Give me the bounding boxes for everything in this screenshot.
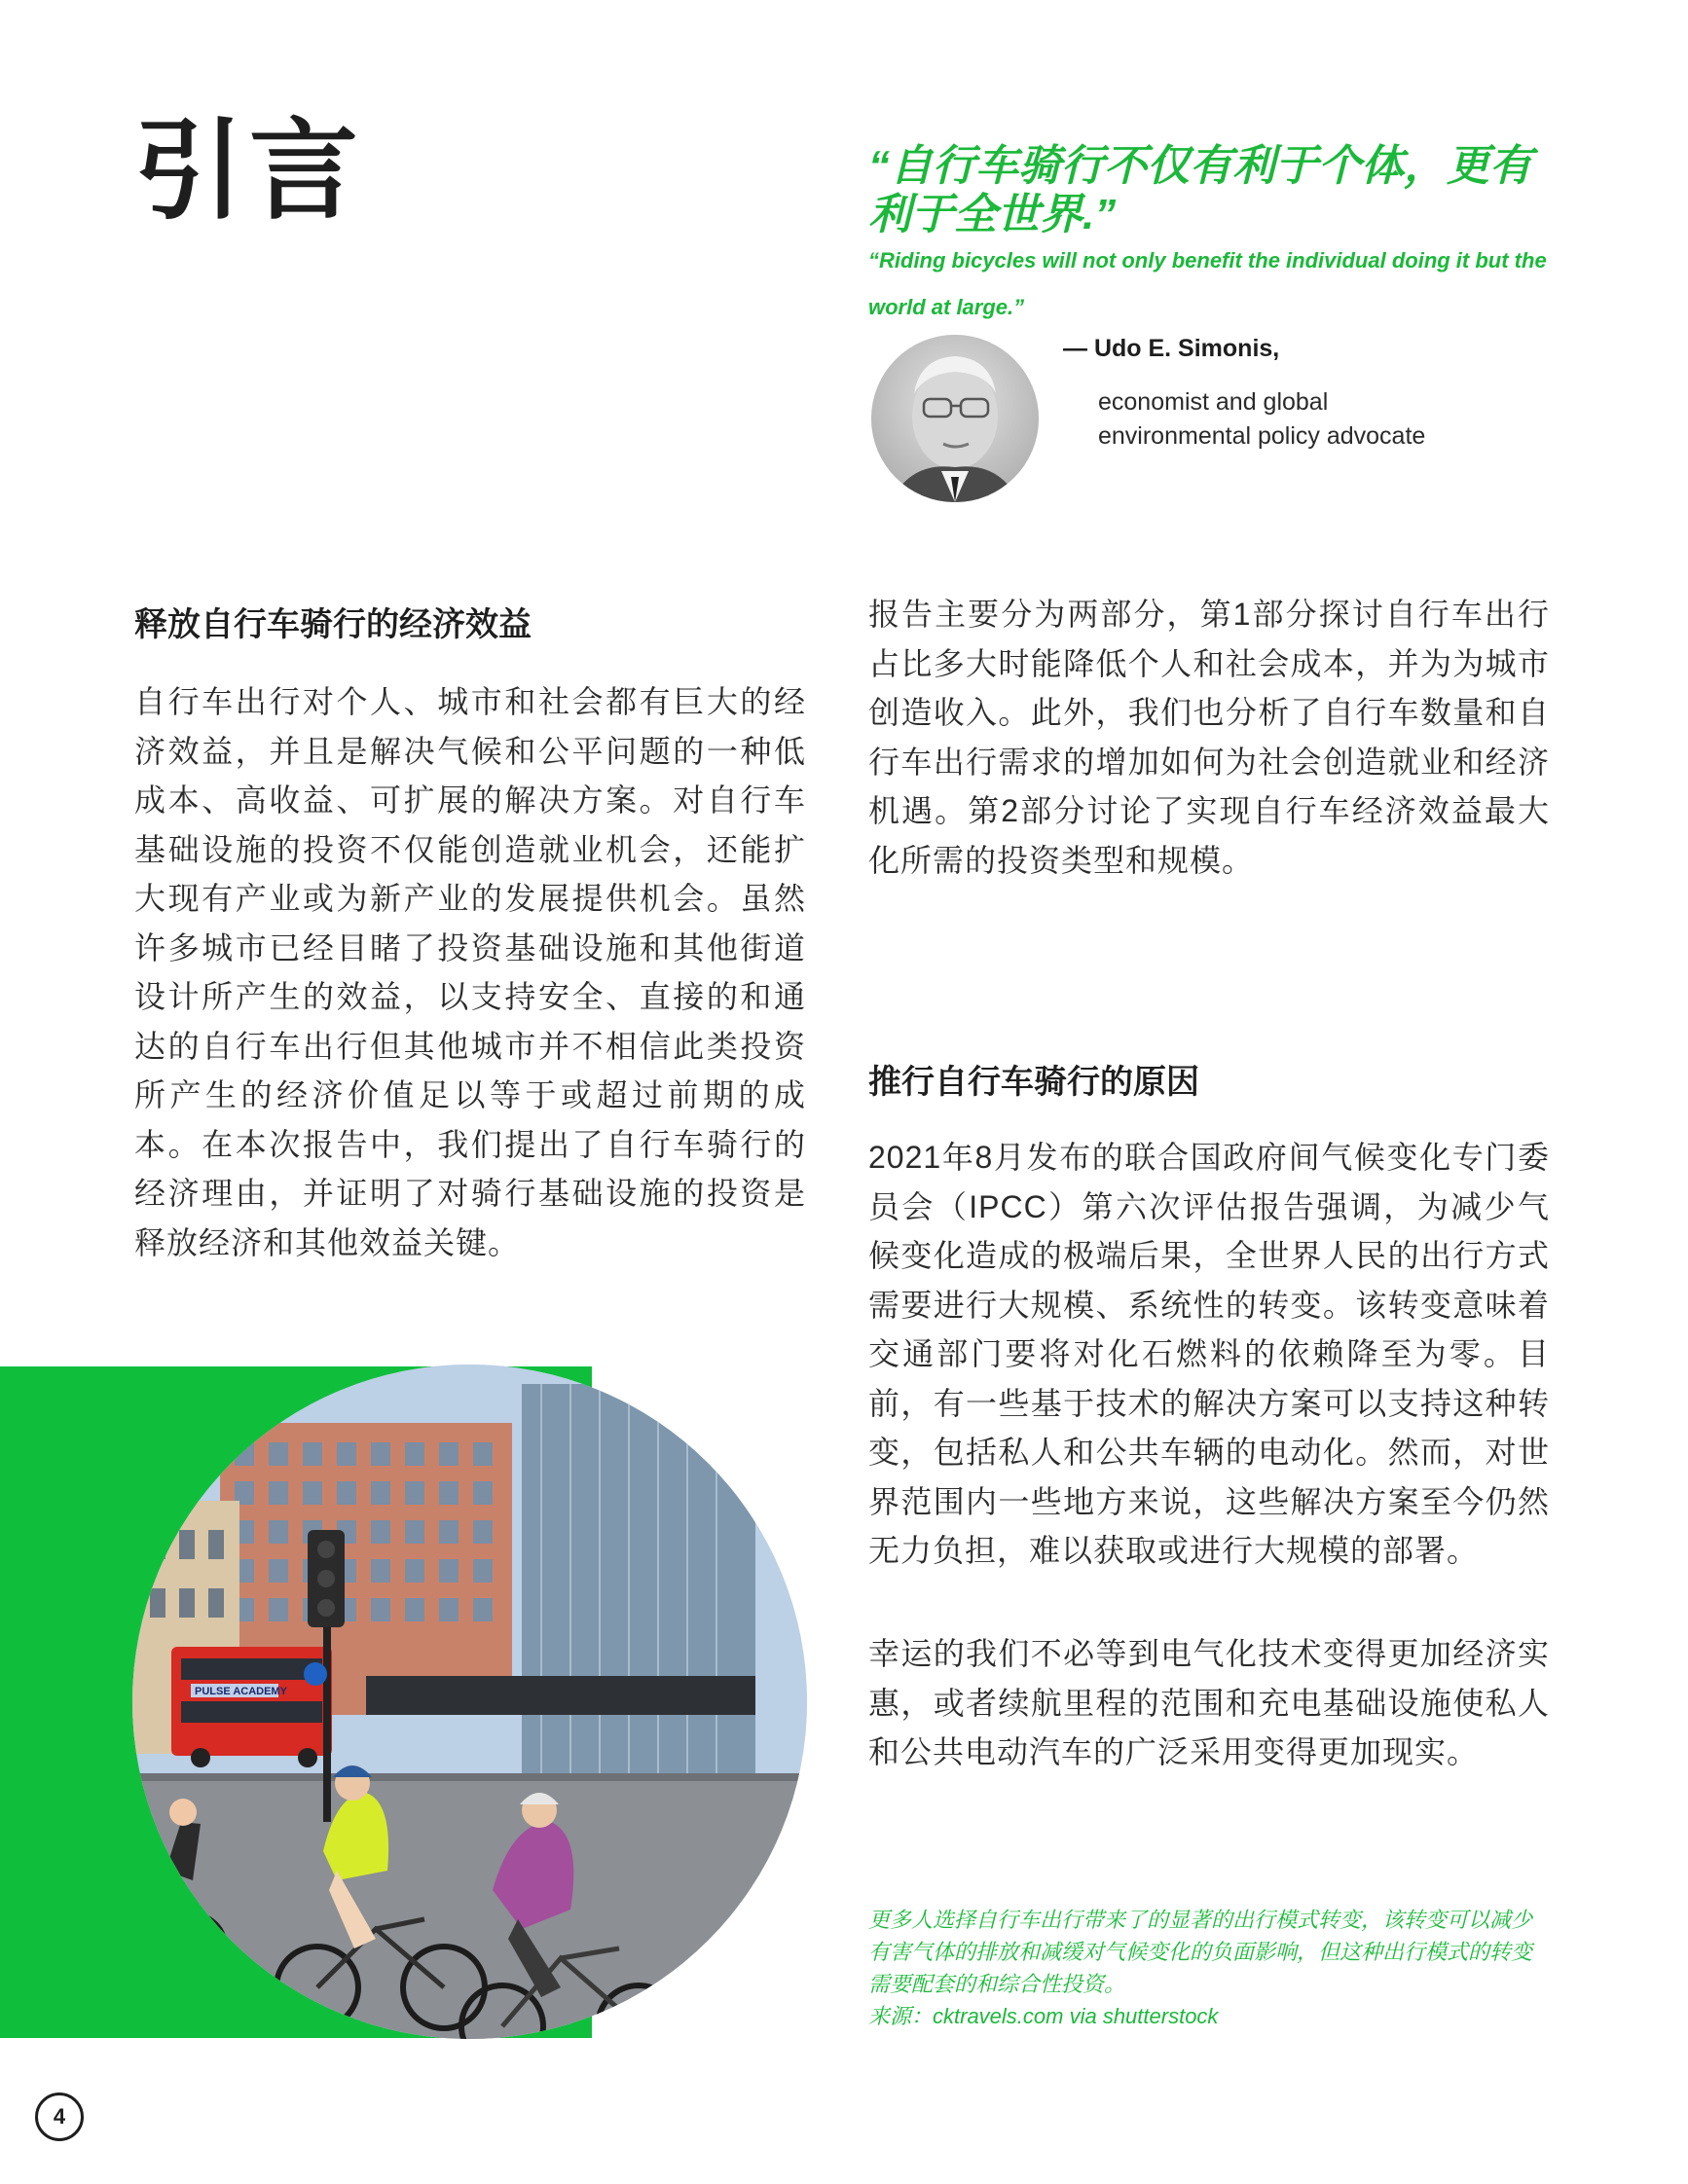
- section-heading-why-cycling: 推行自行车骑行的原因: [868, 1064, 1199, 1101]
- body-paragraph-ipcc: 2021年8月发布的联合国政府间气候变化专门委员会（IPCC）第六次评估报告强调，为减少气候变化造成的极端后果，全世界人民的出行方式需要进行大规模、系统性的转变。该转变意味着交通部门要将对化石燃料的依赖降至为零。目前，有一些基于技术的解决方案可以支持这种转变，包括私人和公共车辆的电动化。然而，对世界范围内一些地方来说，这些解决方案至今仍然无力负担，难以获取或进行大规模的部署。: [868, 1140, 1550, 1568]
- body-paragraph-economic-benefits: 自行车出行对个人、城市和社会都有巨大的经济效益，并且是解决气候和公平问题的一种低成本、高收益、可扩展的解决方案。对自行车基础设施的投资不仅能创造就业机会，还能扩大现有产业或为新产业的发展提供机会。虽然许多城市已经目睹了投资基础设施和其他街道设计所产生的效益，以支持安全、直接的和通达的自行车出行但其他城市并不相信此类投资所产生的经济价值足以等于或超过前期的成本。在本次报告中，我们提出了自行车骑行的经济理由，并证明了对骑行基础设施的投资是释放经济和其他效益关键。: [134, 684, 806, 1260]
- bus-sign: PULSE ACADEMY: [195, 1686, 287, 1697]
- quote-chinese: “自行车骑行不仅有利于个体，更有利于全世界.”: [868, 142, 1532, 238]
- photo-caption: [868, 1904, 1550, 2032]
- author-role-line1: economist and global: [1098, 388, 1329, 416]
- section-heading-economic-benefits: 释放自行车骑行的经济效益: [134, 606, 532, 643]
- body-paragraph-report-structure: 报告主要分为两部分，第1部分探讨自行车出行占比多大时能降低个人和社会成本，并为为城市创造收入。此外，我们也分析了自行车数量和自行车出行需求的增加如何为社会创造就业和经济机遇。第2部分讨论了实现自行车经济效益最大化所需的投资类型和规模。: [868, 597, 1550, 878]
- photo-caption-source: 来源：cktravels.com via shutterstock: [868, 2004, 1219, 2028]
- photo-caption-text: 更多人选择自行车出行带来了的显著的出行模式转变，该转变可以减少有害气体的排放和减缓对气候变化的负面影响，但这种出行模式的转变需要配套的和综合性投资。: [868, 1908, 1533, 1996]
- page-title: 引言: [134, 110, 364, 232]
- quote-author-role: [1098, 385, 1507, 454]
- quote-author: — Udo E. Simonis,: [1063, 335, 1280, 362]
- author-portrait: [871, 335, 1039, 502]
- body-paragraph-fortunately: 幸运的我们不必等到电气化技术变得更加经济实惠，或者续航里程的范围和充电基础设施使私人和公共电动汽车的广泛采用变得更加现实。: [868, 1636, 1550, 1769]
- quote-english: “Riding bicycles will not only benefit the individual doing it but the world at large.”: [868, 248, 1547, 319]
- cyclists-photo: [132, 1365, 807, 2039]
- red-bus: [171, 1647, 332, 1767]
- page-number: 4: [35, 2093, 84, 2141]
- author-role-line2: environmental policy advocate: [1098, 422, 1426, 450]
